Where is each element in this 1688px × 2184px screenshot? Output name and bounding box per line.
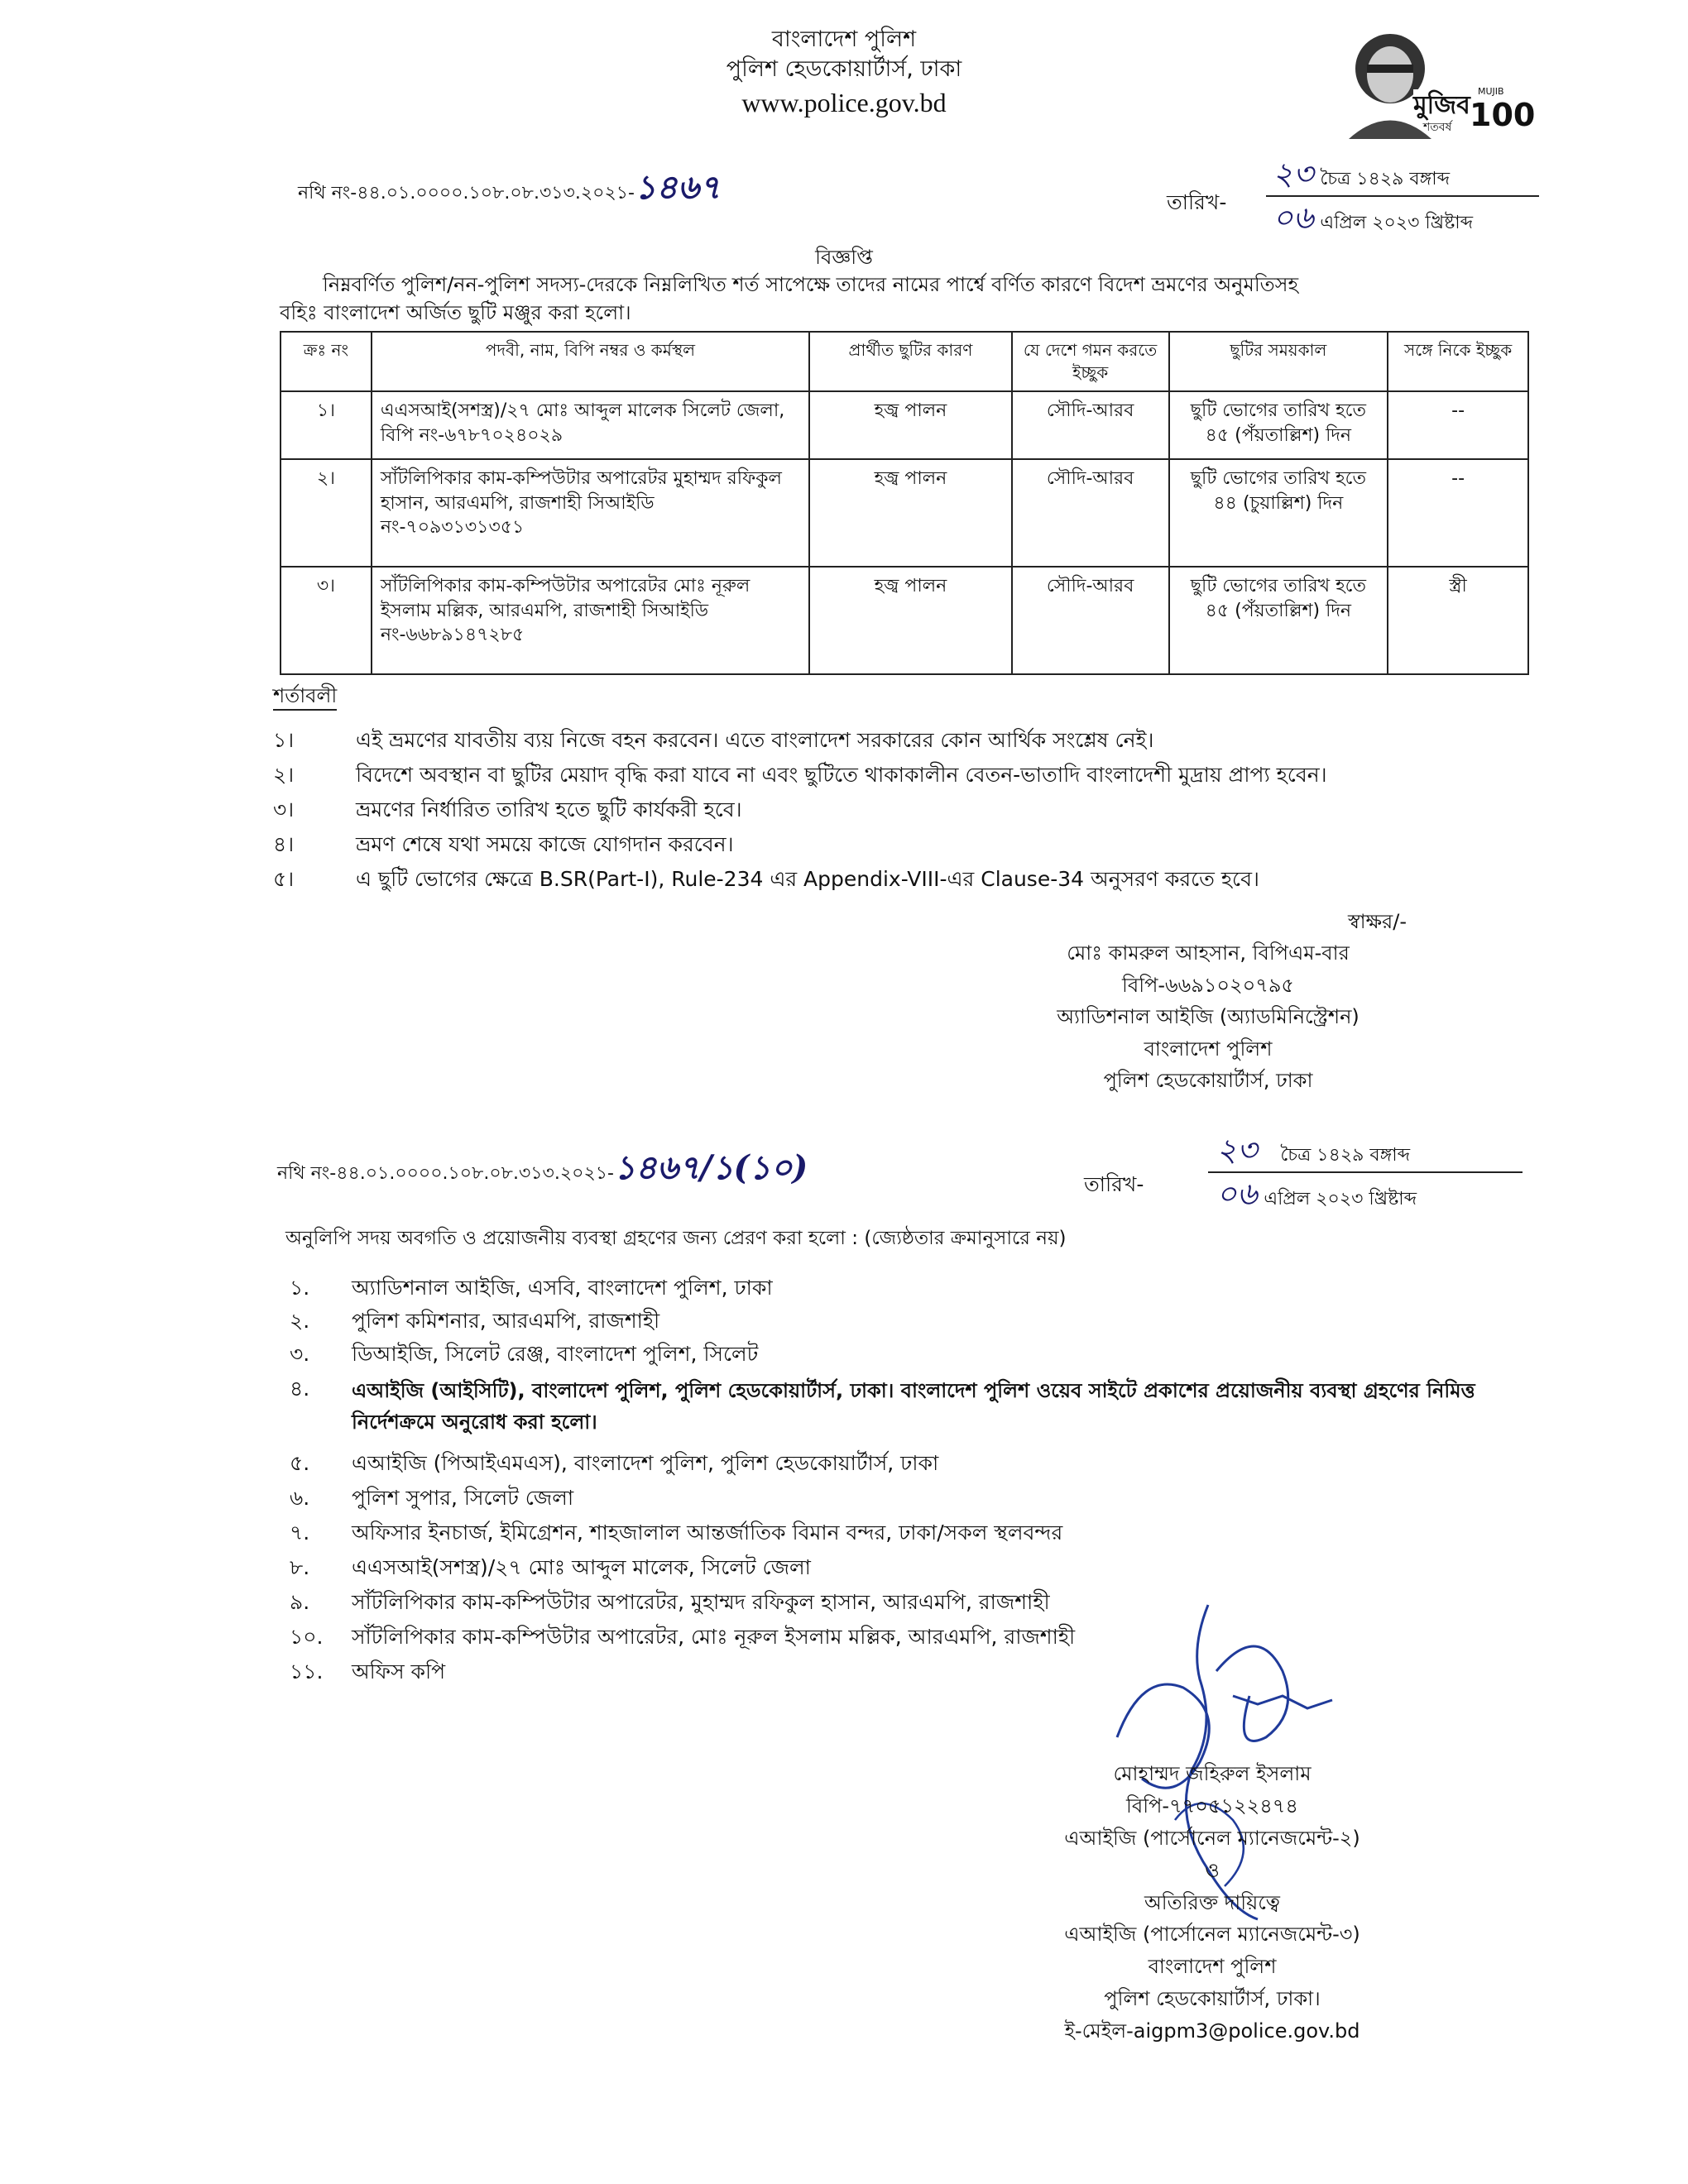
cell-companion: -- <box>1388 459 1528 567</box>
notice-intro-line1: নিম্নবর্ণিত পুলিশ/নন-পুলিশ সদস্য-দেরকে নিম্নলিখিত শর্ত সাপেক্ষে তাদের নামের পার্শ্বে বর্ণিত কারণে বিদেশ ভ্রমণের অনুমতিসহ <box>323 273 1299 296</box>
table-header: ক্রঃ নং <box>281 332 372 391</box>
condition-number: ১। <box>273 728 295 752</box>
header-org: বাংলাদেশ পুলিশ <box>771 26 917 52</box>
table-header: ছুটির সময়কাল <box>1169 332 1388 391</box>
cell-serial: ২। <box>281 459 372 567</box>
signatory-email[interactable]: ই-মেইল-aigpm3@police.gov.bd <box>1064 2019 1360 2043</box>
signatory-bp: বিপি-৬৬৯১০২০৭৯৫ <box>1122 973 1294 997</box>
cell-companion: -- <box>1388 391 1528 459</box>
copy-text: এআইজি (পিআইএমএস), বাংলাদেশ পুলিশ, পুলিশ হেডকোয়ার্টার্স, ঢাকা <box>352 1451 939 1475</box>
table-header: প্রার্থীত ছুটির কারণ <box>809 332 1012 391</box>
signatory-name: মোহাম্মদ জহিরুল ইসলাম <box>1113 1762 1312 1785</box>
memo2-ref-prefix: নথি নং-৪৪.০১.০০০০.১০৮.০৮.৩১৩.২০২১- <box>277 1163 614 1184</box>
condition-number: ৩। <box>273 797 295 821</box>
condition-text: বিদেশে অবস্থান বা ছুটির মেয়াদ বৃদ্ধি করা যাবে না এবং ছুটিতে থাকাকালীন বেতন-ভাতাদি বাংলাদেশী মুদ্রায় প্রাপ্য হবেন। <box>356 763 1327 787</box>
memo2-date-bn-rest: চৈত্র ১৪২৯ বঙ্গাব্দ <box>1280 1145 1411 1166</box>
condition-text: ভ্রমণের নির্ধারিত তারিখ হতে ছুটি কার্যকরী হবে। <box>356 797 742 821</box>
copy-text: এআইজি (আইসিটি), বাংলাদেশ পুলিশ, পুলিশ হেডকোয়ার্টার্স, ঢাকা। বাংলাদেশ পুলিশ ওয়েব সাইটে প্রকাশের প্রয়োজনীয় ব্যবস্থা গ্রহণের নিমিত্ত নির্দেশক্রমে অনুরোধ করা হলো। <box>352 1379 1475 1434</box>
mujib-100-logo <box>1324 23 1536 139</box>
cell-reason: হজ্ব পালন <box>809 567 1012 674</box>
signatory-office: পুলিশ হেডকোয়ার্টার্স, ঢাকা। <box>1104 1987 1321 2011</box>
cell-period: ছুটি ভোগের তারিখ হতে ৪৫ (পঁয়তাল্লিশ) দিন <box>1169 391 1388 459</box>
signature-block-2 <box>1009 1758 1415 2048</box>
memo1-date-bn-day: ২৩ <box>1273 156 1314 192</box>
table-row <box>281 459 1528 567</box>
cell-companion: স্ত্রী <box>1388 567 1528 674</box>
cell-reason: হজ্ব পালন <box>809 459 1012 567</box>
memo1-date-label: তারিখ- <box>1167 190 1227 214</box>
copy-text: সাঁটলিপিকার কাম-কম্পিউটার অপারেটর, মুহাম্মদ রফিকুল হাসান, আরএমপি, রাজশাহী <box>352 1590 1050 1614</box>
signatory-designation-additional: এআইজি (পার্সোনেল ম্যানেজমেন্ট-৩) <box>1064 1923 1360 1947</box>
memo1-date-bn-rest: চৈত্র ১৪২৯ বঙ্গাব্দ <box>1320 169 1451 189</box>
copy-text: পুলিশ সুপার, সিলেট জেলা <box>352 1486 574 1510</box>
logo-text: মুজিব <box>1413 89 1470 123</box>
signatory-designation: এআইজি (পার্সোনেল ম্যানেজমেন্ট-২) <box>1064 1826 1360 1850</box>
table-row <box>281 391 1528 459</box>
signatory-org: বাংলাদেশ পুলিশ <box>1148 1955 1277 1979</box>
cell-country: সৌদি-আরব <box>1012 567 1169 674</box>
copy-text: পুলিশ কমিশনার, আরএমপি, রাজশাহী <box>352 1309 660 1333</box>
copy-number: ৪. <box>290 1377 310 1401</box>
notice-intro-line2: বহিঃ বাংলাদেশ অর্জিত ছুটি মঞ্জুর করা হলো। <box>280 301 631 324</box>
notice-title: বিজ্ঞপ্তি <box>815 246 873 269</box>
copy-number: ৭. <box>290 1521 310 1545</box>
condition-number: ২। <box>273 763 295 787</box>
table-header: সঙ্গে নিকে ইচ্ছুক <box>1388 332 1528 391</box>
copy-number: ১০. <box>290 1625 324 1649</box>
cell-details: এএসআই(সশস্ত্র)/২৭ মোঃ আব্দুল মালেক সিলেট জেলা, বিপি নং-৬৭৮৭০২৪০২৯ <box>372 391 809 459</box>
memo1-ref-handwritten: ১৪৬৭ <box>634 168 721 207</box>
memo1-reference <box>298 165 721 210</box>
signatory-org: বাংলাদেশ পুলিশ <box>1144 1037 1273 1061</box>
memo2-ref-handwritten: ১৪৬৭/১(১০) <box>613 1148 808 1187</box>
memo1-date-en-day: ০৬ <box>1273 199 1314 237</box>
memo2-date-label: তারিখ- <box>1084 1172 1144 1196</box>
memo2-date-bn-day: ২৩ <box>1216 1132 1258 1168</box>
table-row <box>281 567 1528 674</box>
copy-text: এএসআই(সশস্ত্র)/২৭ মোঃ আব্দুল মালেক, সিলেট জেলা <box>352 1555 811 1579</box>
condition-text: ভ্রমণ শেষে যথা সময়ে কাজে যোগদান করবেন। <box>356 832 734 856</box>
copy-text: ডিআইজি, সিলেট রেঞ্জ, বাংলাদেশ পুলিশ, সিলেট <box>352 1342 759 1366</box>
logo-subtext: শতবর্ষ <box>1423 121 1452 134</box>
condition-number: ৫। <box>273 867 295 891</box>
copy-text: অ্যাডিশনাল আইজি, এসবি, বাংলাদেশ পুলিশ, ঢাকা <box>352 1276 773 1300</box>
signatory-office: পুলিশ হেডকোয়ার্টার্স, ঢাকা <box>1103 1068 1313 1092</box>
memo2-date-en-rest: এপ্রিল ২০২৩ খ্রিষ্টাব্দ <box>1264 1189 1417 1210</box>
logo-mujib: MUJIB <box>1478 86 1504 97</box>
conditions-title: শর্তাবলী <box>273 682 337 711</box>
condition-number: ৪। <box>273 832 295 856</box>
copy-number: ৮. <box>290 1555 310 1579</box>
cell-details: সাঁটলিপিকার কাম-কম্পিউটার অপারেটর মুহাম্মদ রফিকুল হাসান, আরএমপি, রাজশাহী সিআইডি নং-৭০৯৩১৩১৩৫১ <box>372 459 809 567</box>
signatory-name: মোঃ কামরুল আহসান, বিপিএম-বার <box>1067 941 1350 965</box>
copy-number: ১. <box>290 1276 310 1300</box>
cell-country: সৌদি-আরব <box>1012 459 1169 567</box>
memo2-date <box>1208 1129 1523 1216</box>
table-header-row <box>281 332 1528 391</box>
copy-intro: অনুলিপি সদয় অবগতি ও প্রয়োজনীয় ব্যবস্থা গ্রহণের জন্য প্রেরণ করা হলো : (জ্যেষ্ঠতার ক্রমানুসারে নয়) <box>285 1228 1067 1249</box>
letterhead <box>679 25 1009 121</box>
copy-text: অফিস কপি <box>352 1660 446 1684</box>
condition-text: এ ছুটি ভোগের ক্ষেত্রে B.SR(Part-I), Rule-234 এর Appendix-VIII-এর Clause-34 অনুসরণ করতে হবে। <box>356 867 1259 891</box>
copy-number: ২. <box>290 1309 310 1333</box>
copy-text: অফিসার ইনচার্জ, ইমিগ্রেশন, শাহজালাল আন্তর্জাতিক বিমান বন্দর, ঢাকা/সকল স্থলবন্দর <box>352 1521 1063 1545</box>
leave-table <box>280 331 1529 675</box>
cell-country: সৌদি-আরব <box>1012 391 1169 459</box>
condition-text: এই ভ্রমণের যাবতীয় ব্যয় নিজে বহন করবেন। এতে বাংলাদেশ সরকারের কোন আর্থিক সংশ্লেষ নেই। <box>356 728 1154 752</box>
additional-charge: অতিরিক্ত দায়িত্বে <box>1144 1890 1280 1914</box>
cell-period: ছুটি ভোগের তারিখ হতে ৪৪ (চুয়াল্লিশ) দিন <box>1169 459 1388 567</box>
memo1-date <box>1266 153 1539 240</box>
cell-period: ছুটি ভোগের তারিখ হতে ৪৫ (পঁয়তাল্লিশ) দিন <box>1169 567 1388 674</box>
cell-serial: ১। <box>281 391 372 459</box>
copy-number: ৩. <box>290 1342 310 1366</box>
signatory-designation: অ্যাডিশনাল আইজি (অ্যাডমিনিস্ট্রেশন) <box>1057 1005 1360 1029</box>
copy-number: ১১. <box>290 1660 324 1684</box>
table-header: পদবী, নাম, বিপি নম্বর ও কর্মস্থল <box>372 332 809 391</box>
memo2-reference <box>277 1146 808 1190</box>
cell-serial: ৩। <box>281 567 372 674</box>
signature-block-1 <box>1009 906 1407 1096</box>
header-office: পুলিশ হেডকোয়ার্টার্স, ঢাকা <box>726 56 962 83</box>
conjunction: ও <box>1205 1858 1220 1882</box>
logo-hundred: 100 <box>1470 97 1536 133</box>
memo1-date-en-rest: এপ্রিল ২০২৩ খ্রিষ্টাব্দ <box>1320 213 1474 234</box>
signed-mark: স্বাক্ষর/- <box>1348 910 1407 933</box>
cell-reason: হজ্ব পালন <box>809 391 1012 459</box>
header-website[interactable]: www.police.gov.bd <box>741 87 947 117</box>
copy-number: ৬. <box>290 1486 310 1510</box>
signatory-bp: বিপি-৭৭০৫১২২৪৭৪ <box>1126 1794 1298 1818</box>
copy-text: সাঁটলিপিকার কাম-কম্পিউটার অপারেটর, মোঃ নূরুল ইসলাম মল্লিক, আরএমপি, রাজশাহী <box>352 1625 1076 1649</box>
memo2-date-en-day: ০৬ <box>1216 1176 1258 1213</box>
copy-number: ৫. <box>290 1451 310 1475</box>
table-header: যে দেশে গমন করতে ইচ্ছুক <box>1012 332 1169 391</box>
copy-number: ৯. <box>290 1590 310 1614</box>
memo1-ref-prefix: নথি নং-৪৪.০১.০০০০.১০৮.০৮.৩১৩.২০২১- <box>298 183 635 204</box>
cell-details: সাঁটলিপিকার কাম-কম্পিউটার অপারেটর মোঃ নূরুল ইসলাম মল্লিক, আরএমপি, রাজশাহী সিআইডি নং-৬৬৮৯১৪৭২৮৫ <box>372 567 809 674</box>
